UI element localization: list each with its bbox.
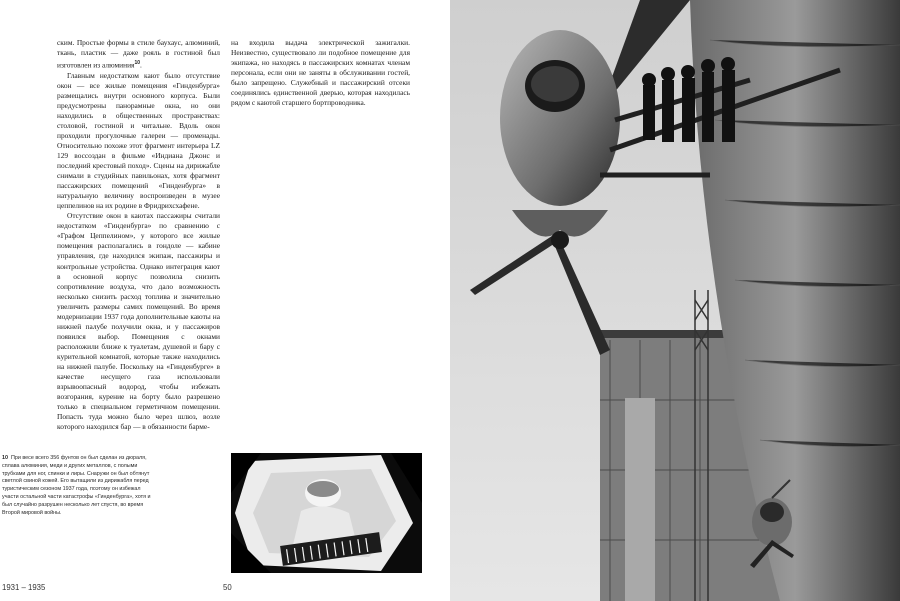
paragraph: Отсутствие окон в каютах пассажиры считали недостатком «Гинденбурга» по сравнению с «Графом Цеппелином», у которого все жилые помещения располагались в гондоле — кабине управления, где находился экипаж, пассажиры и контрольные устройства. Однако интеграция кают в основной корпус позволила снизить сопротивление воздуха, что дало возможность несколько снизить расход топлива и значительно увеличить размеры самих помещений. Во время модернизации 1937 года дополнительные каюты на нижней палубе получили окна, и у пассажиров появился выбор. Помещения с окнами расположили ближе к туалетам, душевой и бару с курительной комнатой, которые также находились на нижней палубе. Поскольку на «Гинденбурге» в качестве несущего газа использовали взрывоопасный водород, чтобы избежать возгорания, курение на борту было разрешено только в специальном герметичном помещении. Попасть туда можно было через шлюз, возле которого находился бар — в обязанности барме- — [57, 211, 220, 432]
footnote — [2, 455, 152, 517]
right-page-photo — [450, 0, 900, 601]
inset-photo-pianist — [231, 453, 422, 573]
airship-engine-car-photo — [450, 0, 900, 601]
footnote-ref: 10 — [134, 60, 140, 67]
text-column-2 — [231, 38, 410, 108]
page-number: 50 — [223, 583, 232, 592]
pianist-photo-illustration — [231, 453, 422, 573]
paragraph: на входила выдача электрической зажигалки. Неизвестно, существовало ли подобное помещение для экипажа, но находясь в пассажирских комнатах членам персонала, если они не заняты в обслуживании гостей, было запрещено. Служебный и пассажирский отсеки соединялись единственной дверью, которая находилась рядом с каютой старшего бортпроводника. — [231, 38, 410, 108]
paragraph-end: . — [140, 60, 142, 70]
paragraph: Главным недостатком кают было отсутствие окон — все жилые помещения «Гинденбурга» размещались внутри основного корпуса. Были предусмотрены панорамные окна, но они находились в общественных пространствах: столовой, гостиной и читальне. Вдоль окон проходили прогулочные галереи — променады. Относительно похоже этот фрагмент интерьера LZ 129 воссоздан в фильме «Индиана Джонс и последний крестовый поход». Сцены на дирижабле снимали в студийных павильонах, хотя фрагмент пассажирских помещений «Гинденбурга» в натуральную величину воспроизведен в музее цеппелинов на их родине в Фридрихсхафене. — [57, 70, 220, 211]
paragraph — [57, 38, 220, 71]
paragraph-text: ским. Простые формы в стиле баухаус, алюминий, ткань, пластик — даже рояль в гостиной был изготовлен из алюминия — [57, 38, 220, 70]
text-column-1 — [57, 38, 220, 432]
footnote-text: При весе всего 356 фунтов он был сделан из дюраля, сплава алюминия, меди и других металлов, с полыми трубками для ног, спинки и лиры. Снаружи он был обтянут светлой свиной кожей. Его вытащили из дирижабля перед туристическим сезоном 1937 года, поэтому он избежал участи остальной части катастрофы «Гинденбурга», хотя и был случайно разрушен несколько лет спустя, во время Второй мировой войны. — [2, 455, 151, 516]
running-footer-section: 1931 – 1935 — [2, 583, 46, 592]
footnote-number: 10 — [2, 455, 8, 461]
